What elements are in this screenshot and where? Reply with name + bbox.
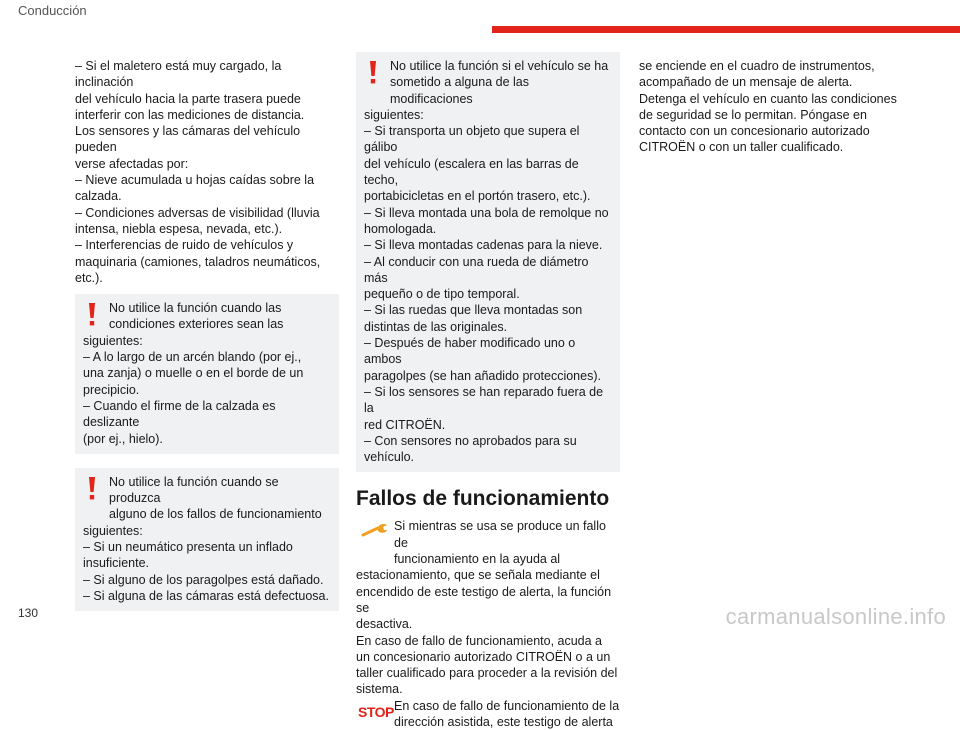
wrench-icon: [356, 518, 394, 546]
text-line: – Nieve acumulada u hojas caídas sobre la: [75, 173, 315, 188]
text-line: – Si alguno de los paragolpes está dañado.: [83, 572, 324, 587]
text-line: se enciende en el cuadro de instrumentos,: [639, 59, 875, 73]
text-line: Si mientras se usa se produce un fallo de: [394, 519, 606, 550]
text-line: Detenga el vehículo en cuanto las condiciones: [639, 91, 897, 106]
text-line: funcionamiento en la ayuda al: [394, 552, 561, 567]
text-line: – A lo largo de un arcén blando (por ej.,: [83, 350, 302, 365]
warning-box-modifications: [356, 52, 620, 472]
text-line: – Si el maletero está muy cargado, la inclinación: [75, 59, 282, 90]
text-line: CITROËN o con un taller cualificado.: [639, 140, 844, 155]
text-line: contacto con un concesionario autorizado: [639, 124, 870, 139]
stop-warning-icon: [356, 698, 394, 726]
text-line: condiciones exteriores sean las: [109, 317, 284, 332]
text-line: estacionamiento, que se señala mediante el: [356, 568, 600, 583]
text-line: desactiva.: [356, 617, 413, 632]
text-line: un concesionario autorizado CITROËN o a un: [356, 649, 611, 664]
text-line: No utilice la función si el vehículo se ha: [390, 59, 609, 73]
text-line: sistema.: [356, 682, 403, 697]
text-line: del vehículo (escalera en las barras de techo,: [364, 156, 579, 188]
text-line: calzada.: [75, 189, 122, 204]
column-2: [356, 52, 620, 730]
exclamation-icon: [364, 58, 386, 88]
text-line: En caso de fallo de funcionamiento, acuda a: [356, 633, 603, 648]
text-line: insuficiente.: [83, 556, 150, 571]
stop-paragraph-lead: [356, 698, 620, 730]
text-line: – Si lleva montadas cadenas para la nieve.: [364, 238, 603, 253]
text-line: – Después de haber modificado uno o ambos: [364, 336, 576, 367]
text-line: – Si los sensores se han reparado fuera de la: [364, 384, 604, 416]
text-line: de seguridad se lo permitan. Póngase en: [639, 107, 867, 122]
text-line: Los sensores y las cámaras del vehículo pueden: [75, 124, 301, 155]
text-line: siguientes:: [83, 333, 143, 348]
column-1: [75, 58, 339, 611]
text-line: distintas de las originales.: [364, 319, 508, 334]
text-line: – Interferencias de ruido de vehículos y: [75, 238, 294, 253]
text-line: portabicicletas en el portón trasero, etc.).: [364, 189, 591, 204]
text-line: dirección asistida, este testigo de alerta: [394, 714, 613, 729]
column-3: [639, 58, 903, 156]
text-line: No utilice la función cuando las: [109, 301, 282, 316]
text-line: – Si lleva montada una bola de remolque no: [364, 205, 609, 220]
text-line: – Con sensores no aprobados para su: [364, 433, 577, 448]
text-line: homologada.: [364, 221, 437, 236]
exclamation-icon: [83, 300, 105, 330]
text-line: – Cuando el firme de la calzada es deslizante: [83, 398, 276, 430]
text-line: – Si un neumático presenta un inflado: [83, 540, 293, 555]
text-line: del vehículo hacia la parte trasera puede: [75, 91, 301, 106]
text-line: red CITROËN.: [364, 417, 446, 432]
text-line: interferir con las mediciones de distancia.: [75, 107, 305, 122]
intro-paragraph: [75, 58, 339, 286]
text-line: encendido de este testigo de alerta, la función se: [356, 584, 612, 615]
text-line: En caso de fallo de funcionamiento de la: [394, 698, 620, 713]
text-line: – Si las ruedas que lleva montadas son: [364, 303, 583, 318]
text-line: acompañado de un mensaje de alerta.: [639, 75, 853, 90]
text-line: verse afectadas por:: [75, 156, 189, 171]
stop-label: STOP: [358, 703, 394, 720]
text-line: – Condiciones adversas de visibilidad (lluvia: [75, 205, 320, 220]
warning-box-malfunctions: [75, 468, 339, 611]
text-line: – Al conducir con una rueda de diámetro más: [364, 254, 589, 285]
text-line: (por ej., hielo).: [83, 431, 163, 446]
text-line: una zanja) o muelle o en el borde de un: [83, 366, 304, 381]
text-line: – Si transporta un objeto que supera el gálibo: [364, 124, 580, 155]
page-number: 130: [18, 606, 39, 620]
exclamation-icon: [83, 474, 105, 504]
header-accent-bar: [492, 26, 960, 33]
text-line: intensa, niebla espesa, nevada, etc.).: [75, 221, 283, 236]
fault-paragraph-lead: [356, 518, 620, 567]
section-title: Conducción: [18, 3, 87, 18]
text-line: pequeño o de tipo temporal.: [364, 287, 520, 302]
text-line: precipicio.: [83, 382, 140, 397]
text-line: etc.).: [75, 270, 103, 285]
warning-box-exterior-conditions: [75, 294, 339, 454]
text-line: siguientes:: [364, 107, 424, 122]
text-line: maquinaria (camiones, taladros neumáticos,: [75, 254, 321, 269]
text-line: taller cualificado para proceder a la revisión del: [356, 666, 618, 681]
text-line: alguno de los fallos de funcionamiento: [109, 507, 322, 522]
text-line: vehículo.: [364, 450, 415, 465]
section-heading: Fallos de funcionamiento: [356, 487, 610, 511]
text-line: – Si alguna de las cámaras está defectuosa.: [83, 588, 329, 603]
text-line: siguientes:: [83, 523, 143, 538]
text-line: sometido a alguna de las modificaciones: [390, 75, 529, 106]
text-line: paragolpes (se han añadido protecciones).: [364, 368, 601, 383]
text-line: No utilice la función cuando se produzca: [109, 474, 279, 506]
watermark: carmanualsonline.info: [725, 604, 946, 629]
